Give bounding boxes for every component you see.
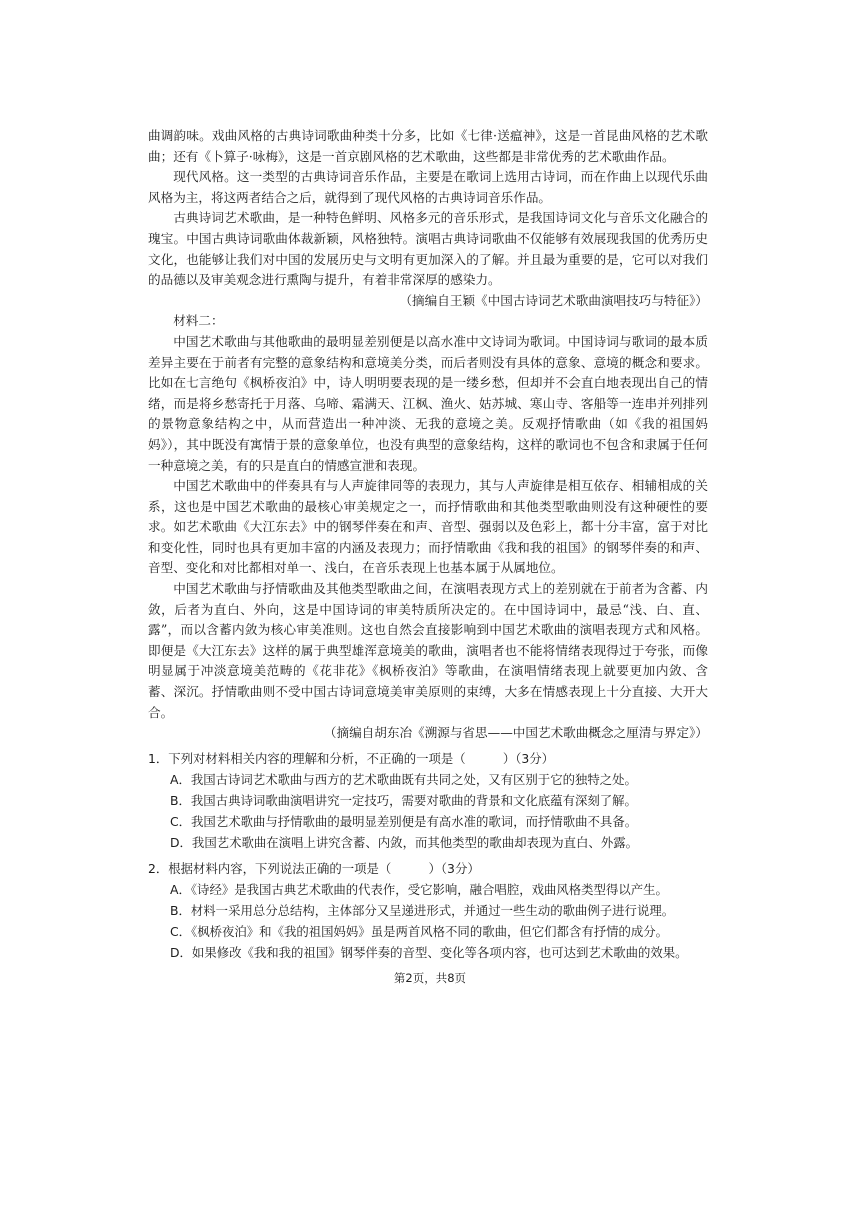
question-1-option-a: A．我国古诗词艺术歌曲与西方的艺术歌曲既有共同之处，又有区别于它的独特之处。 xyxy=(170,771,637,787)
source-citation-1: （摘编自王颖《中国古诗词艺术歌曲演唱技巧与特征》） xyxy=(399,292,708,308)
question-2-option-d: D．如果修改《我和我的祖国》钢琴伴奏的音型、变化等各项内容，也可达到艺术歌曲的效果。 xyxy=(170,945,688,961)
paragraph-material2-2: 中国艺术歌曲中的伴奏具有与人声旋律同等的表现力，其与人声旋律是相互依存、相辅相成的关系，这也是中国艺术歌曲的最核心审美规定之一，而抒情歌曲和其他类型歌曲则没有这种硬性的要求。如艺术歌曲《大江东去》中的钢琴伴奏在和声、音型、强弱以及色彩上，都十分丰富，富于对比和变化性，同时也具有更加丰富的内涵及表现力；而抒情歌曲《我和我的祖国》的钢琴伴奏的和声、音型、变化和对比都相对单一、浅白，在音乐表现上也基本属于从属地位。 xyxy=(148,478,708,576)
page-footer: 第2页，共8页 xyxy=(393,971,467,985)
paragraph-modern-style: 现代风格。这一类型的古典诗词音乐作品，主要是在歌词上选用古诗词，而在作曲上以现代乐曲风格为主，将这两者结合之后，就得到了现代风格的古典诗词音乐作品。 xyxy=(148,169,708,205)
question-1-option-d: D．我国艺术歌曲在演唱上讲究含蓄、内敛，而其他类型的歌曲却表现为直白、外露。 xyxy=(170,835,638,851)
question-1-option-c: C．我国艺术歌曲与抒情歌曲的最明显差别便是有高水准的歌词，而抒情歌曲不具备。 xyxy=(170,814,638,830)
source-citation-2: （摘编自胡东冶《溯源与省思——中国艺术歌曲概念之厘清与界定》） xyxy=(323,725,708,741)
paragraph-intro-continued: 曲调韵味。戏曲风格的古典诗词歌曲种类十分多，比如《七律·送瘟神》，这是一首昆曲风格的艺术歌曲；还有《卜算子·咏梅》，这是一首京剧风格的艺术歌曲，这些都是非常优秀的艺术歌曲作品。 xyxy=(148,128,708,164)
paragraph-material2-3: 中国艺术歌曲与抒情歌曲及其他类型歌曲之间，在演唱表现方式上的差别就在于前者为含蓄、内敛，后者为直白、外向，这是中国诗词的审美特质所决定的。在中国诗词中，最忌“浅、白、直、露”，而以含蓄内敛为核心审美准则。这也自然会直接影响到中国艺术歌曲的演唱表现方式和风格。即便是《大江东去》这样的属于典型雄浑意境美的歌曲，演唱者也不能将情绪表现得过于夸张，而像明显属于冲淡意境美范畴的《花非花》《枫桥夜泊》等歌曲，在演唱情绪表现上就要更加内敛、含蓄、深沉。抒情歌曲则不受中国古诗词意境美审美原则的束缚，大多在情感表现上十分直接、大开大合。 xyxy=(148,581,708,720)
question-1-option-b: B．我国古典诗词歌曲演唱讲究一定技巧，需要对歌曲的背景和文化底蕴有深刻了解。 xyxy=(170,793,637,809)
question-2-option-c: C．《枫桥夜泊》和《我的祖国妈妈》虽是两首风格不同的歌曲，但它们都含有抒情的成分。 xyxy=(170,924,669,940)
question-2-stem: 2．根据材料内容，下列说法正确的一项是（ ）（3分） xyxy=(148,860,480,876)
paragraph-summary: 古典诗词艺术歌曲，是一种特色鲜明、风格多元的音乐形式，是我国诗词文化与音乐文化融合的瑰宝。中国古典诗词歌曲体裁新颖，风格独特。演唱古典诗词歌曲不仅能够有效展现我国的优秀历史文化，也能够让我们对中国的发展历史与文明有更加深入的了解。并且最为重要的是，它可以对我们的品德以及审美观念进行熏陶与提升，有着非常深厚的感染力。 xyxy=(148,210,708,288)
paragraph-material2-1: 中国艺术歌曲与其他歌曲的最明显差别便是以高水准中文诗词为歌词。中国诗词与歌词的最本质差异主要在于前者有完整的意象结构和意境美分类，而后者则没有具体的意象、意境的概念和要求。比如在七言绝句《枫桥夜泊》中，诗人明明要表现的是一缕乡愁，但却并不会直白地表现出自己的情绪，而是将乡愁寄托于月落、乌啼、霜满天、江枫、渔火、姑苏城、寒山寺、客船等一连串并列排列的景物意象结构之中，从而营造出一种冲淡、无我的意境之美。反观抒情歌曲（如《我的祖国妈妈》），其中既没有寓情于景的意象单位，也没有典型的意象结构，这样的歌词也不包含和隶属于任何一种意境之美，有的只是直白的情感宣泄和表现。 xyxy=(148,333,708,473)
material-2-label: 材料二： xyxy=(173,313,224,329)
document-page xyxy=(148,126,708,963)
question-2-option-b: B．材料一采用总分总结构，主体部分又呈递进形式，并通过一些生动的歌曲例子进行说理。 xyxy=(170,902,675,918)
question-1-stem: 1．下列对材料相关内容的理解和分析，不正确的一项是（ ）（3分） xyxy=(148,750,555,766)
question-2-option-a: A．《诗经》是我国古典艺术歌曲的代表作，受它影响，融合唱腔，戏曲风格类型得以产生。 xyxy=(170,881,668,897)
